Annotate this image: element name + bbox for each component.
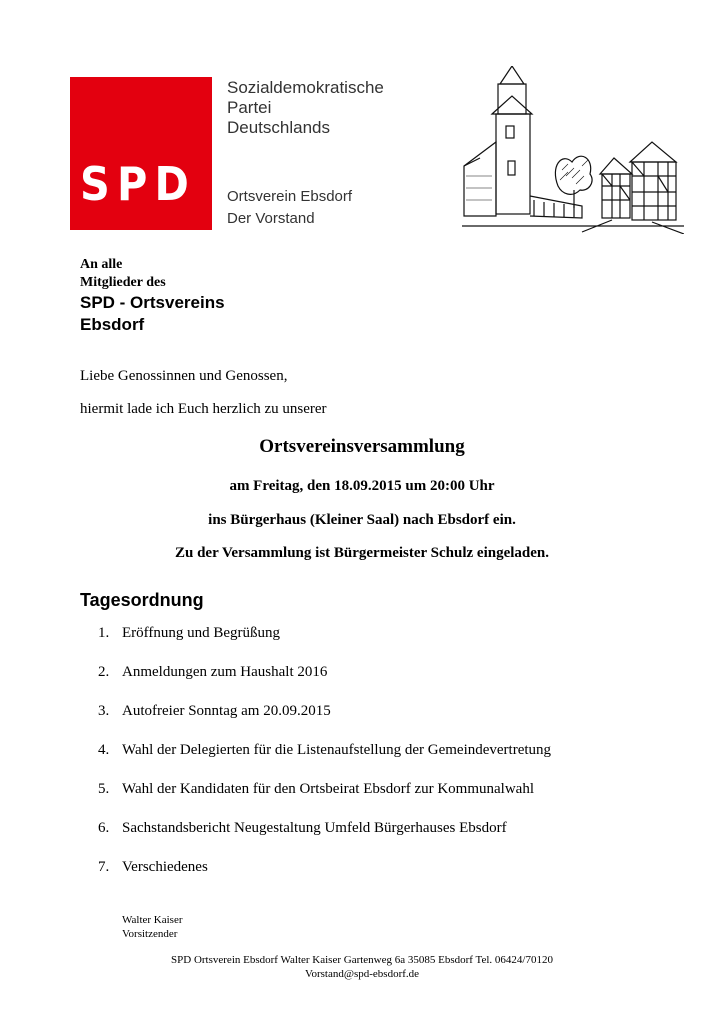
logo-text: SPD (80, 157, 197, 211)
intro-text: hiermit lade ich Euch herzlich zu unserer (80, 401, 327, 417)
agenda-item-number: 5. (98, 781, 110, 797)
party-name (227, 78, 384, 138)
agenda-item-number: 6. (98, 820, 110, 836)
agenda-item-text: Anmeldungen zum Haushalt 2016 (122, 664, 328, 680)
event-date: am Freitag, den 18.09.2015 um 20:00 Uhr (229, 478, 495, 494)
recipient-line: Mitglieder des (80, 275, 166, 290)
agenda-item-text: Wahl der Kandidaten für den Ortsbeirat Ebsdorf zur Kommunalwahl (122, 781, 534, 797)
footer-email: Vorstand@spd-ebsdorf.de (304, 968, 420, 980)
party-name-line: Partei (227, 98, 272, 117)
agenda-item-text: Wahl der Delegierten für die Listenaufstellung der Gemeindevertretung (122, 742, 552, 758)
agenda-item (98, 820, 551, 859)
org-unit (227, 186, 352, 230)
signature-name: Walter Kaiser (122, 914, 183, 926)
recipient-org: SPD - Ortsvereins (80, 293, 225, 312)
agenda-list (98, 625, 551, 898)
party-name-line: Sozialdemokratische (227, 78, 384, 97)
spd-logo (70, 77, 212, 230)
agenda-item-text: Sachstandsbericht Neugestaltung Umfeld Bürgerhauses Ebsdorf (122, 820, 507, 836)
agenda-item-text: Eröffnung und Begrüßung (122, 625, 281, 641)
footer (0, 953, 724, 981)
agenda-item-number: 4. (98, 742, 110, 758)
signature-role: Vorsitzender (122, 928, 178, 940)
church-illustration (462, 66, 684, 234)
agenda-item-text: Verschiedenes (122, 859, 208, 875)
agenda-item-number: 1. (98, 625, 110, 641)
greeting: Liebe Genossinnen und Genossen, (80, 368, 288, 384)
recipient-line: An alle (80, 257, 123, 272)
agenda-item (98, 859, 551, 898)
org-unit-line: Ortsverein Ebsdorf (227, 188, 353, 205)
recipient-place: Ebsdorf (80, 315, 145, 334)
agenda-item (98, 703, 551, 742)
org-unit-line: Der Vorstand (227, 210, 315, 227)
agenda-item (98, 742, 551, 781)
agenda-heading: Tagesordnung (80, 590, 204, 610)
event-guest: Zu der Versammlung ist Bürgermeister Schulz eingeladen. (174, 545, 550, 561)
agenda-item-text: Autofreier Sonntag am 20.09.2015 (122, 703, 331, 719)
event-place: ins Bürgerhaus (Kleiner Saal) nach Ebsdorf ein. (208, 512, 516, 528)
agenda-item-number: 2. (98, 664, 110, 680)
recipient-block (80, 256, 225, 336)
agenda-item-number: 7. (98, 859, 110, 875)
party-name-line: Deutschlands (227, 118, 331, 137)
agenda-item-number: 3. (98, 703, 110, 719)
signature-block (122, 913, 183, 941)
event-title: Ortsvereinsversammlung (259, 436, 465, 457)
agenda-item (98, 781, 551, 820)
footer-address: SPD Ortsverein Ebsdorf Walter Kaiser Gartenweg 6a 35085 Ebsdorf Tel. 06424/70120 (171, 954, 553, 966)
agenda-item (98, 625, 551, 664)
agenda-item (98, 664, 551, 703)
